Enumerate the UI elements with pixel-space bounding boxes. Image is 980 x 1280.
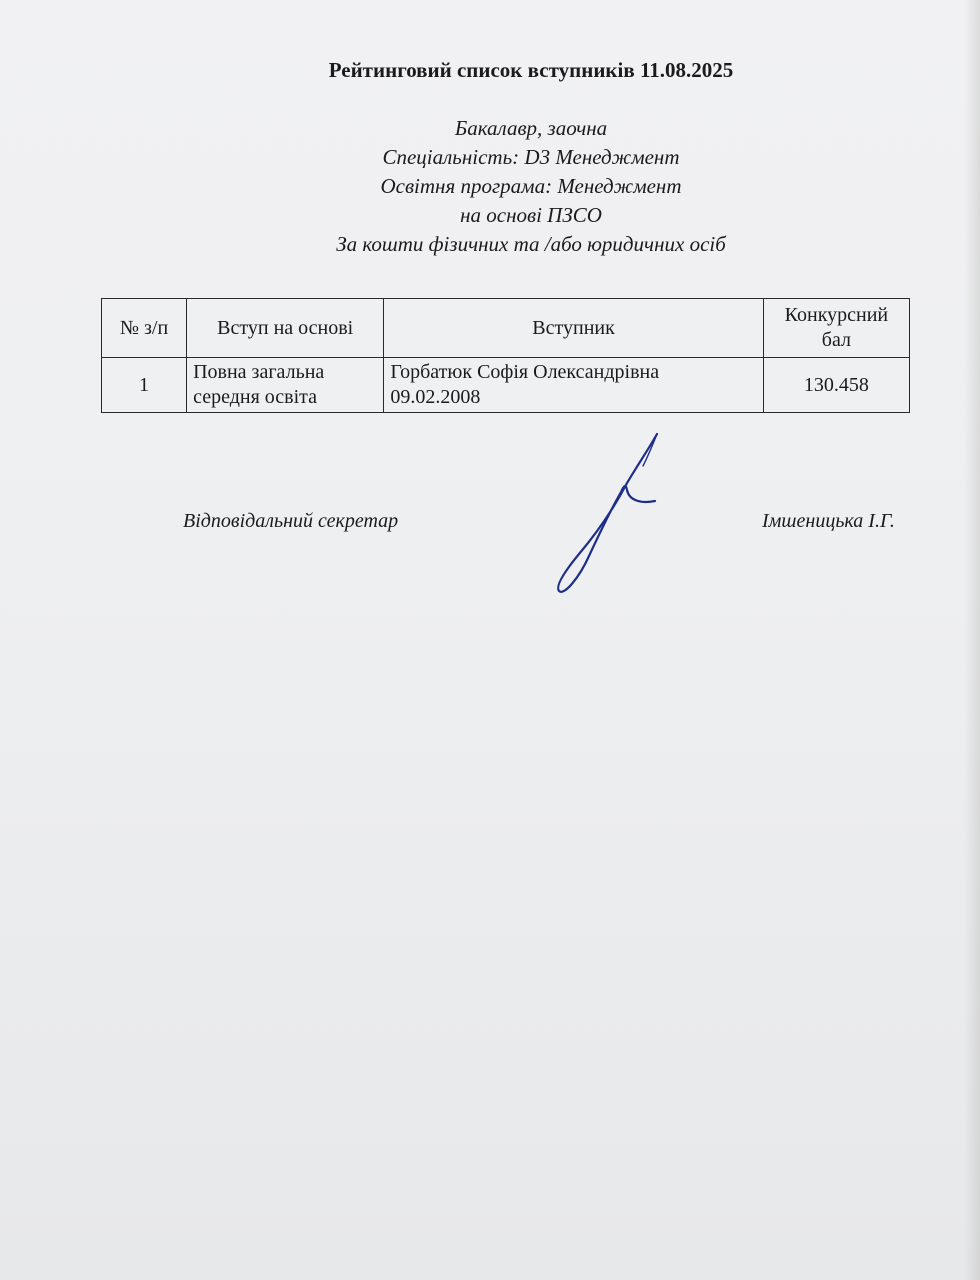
signature-stroke [558, 434, 657, 592]
table-header-row [102, 299, 910, 358]
subtitle-specialty: Спеціальність: D3 Менеджмент [382, 145, 680, 169]
ranking-table [101, 298, 910, 413]
signatory-role: Відповідальний секретар [183, 510, 399, 532]
table-row [102, 358, 910, 413]
applicant-dob: 09.02.2008 [390, 386, 481, 408]
header-basis: Вступ на основі [187, 299, 384, 358]
cell-applicant [384, 358, 763, 413]
subtitle-degree: Бакалавр, заочна [454, 116, 608, 140]
cell-score: 130.458 [763, 358, 909, 413]
signature-flourish [643, 434, 657, 466]
cell-number: 1 [102, 358, 187, 413]
header-applicant: Вступник [384, 299, 763, 358]
header-number: № з/п [102, 299, 187, 358]
subtitle-basis: на основі ПЗСО [460, 203, 602, 227]
document-title: Рейтинговий список вступників 11.08.2025 [328, 58, 734, 82]
cell-basis: Повна загальна середня освіта [187, 358, 384, 413]
handwritten-signature [545, 428, 665, 598]
subtitle-funding: За кошти фізичних та /або юридичних осіб [336, 232, 726, 256]
signatory-name: Імшеницька І.Г. [762, 510, 895, 532]
applicant-name: Горбатюк Софія Олександрівна [390, 361, 660, 383]
subtitle-program: Освітня програма: Менеджмент [380, 174, 682, 198]
header-score: Конкурсний бал [763, 299, 909, 358]
